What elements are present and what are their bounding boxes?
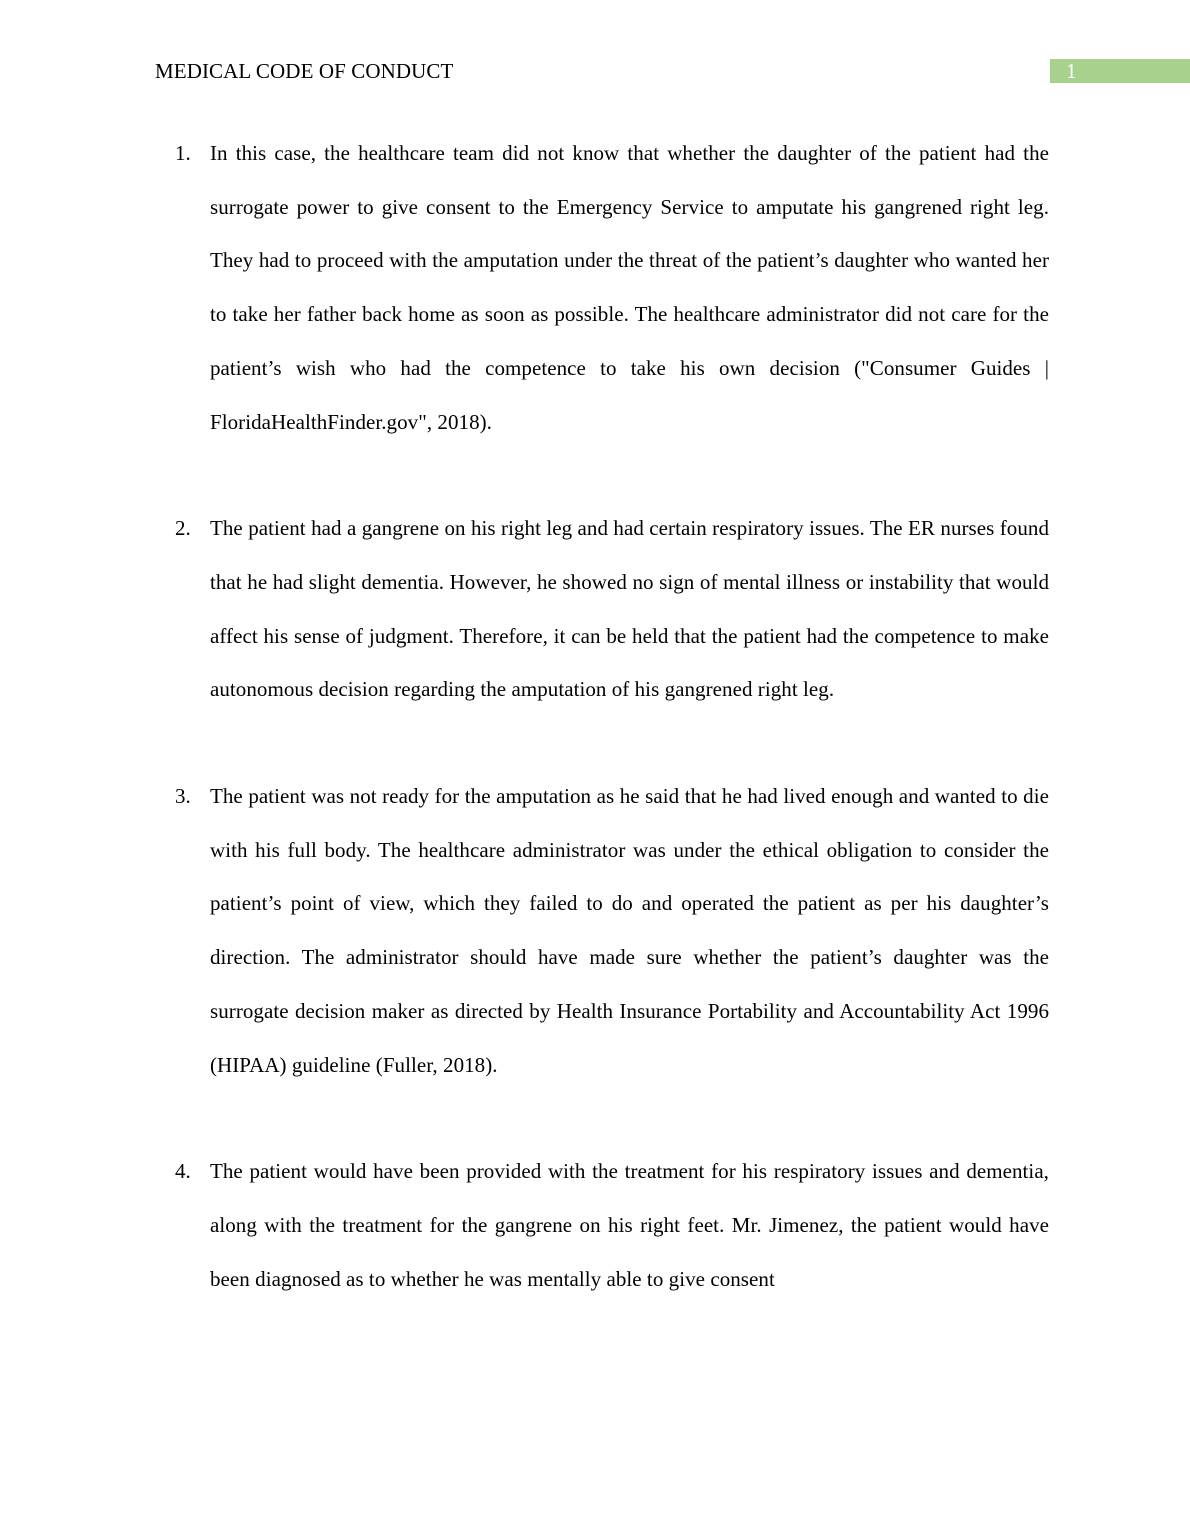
list-item	[175, 1145, 1049, 1306]
list-item-text: In this case, the healthcare team did not know that whether the daughter of the patient had the surrogate power to give consent to the Emergency Service to amputate his gangrened right leg. They had to proceed with the amputation under the threat of the patient’s daughter who wanted her to take her father back home as soon as possible. The healthcare administrator did not care for the patient’s wish who had the competence to take his own decision ("Consumer Guides | FloridaHealthFinder.gov", 2018).	[210, 141, 1049, 434]
list-item-number: 3.	[175, 784, 191, 809]
list-item	[175, 770, 1049, 1092]
page-number-badge	[1050, 59, 1190, 83]
list-item-number: 4.	[175, 1159, 191, 1184]
list-item-number: 1.	[175, 141, 191, 165]
list-item-number: 2.	[175, 516, 191, 541]
list-item-text: The patient had a gangrene on his right leg and had certain respiratory issues. The ER nurses found that he had slight dementia. However, he showed no sign of mental illness or instability that would affect his sense of judgment. Therefore, it can be held that the patient had the competence to make autonomous decision regarding the amputation of his gangrened right leg.	[210, 516, 1049, 702]
list-item-text: The patient was not ready for the amputation as he said that he had lived enough and wanted to die with his full body. The healthcare administrator was under the ethical obligation to consider the patient’s point of view, which they failed to do and operated the patient as per his daughter’s direction. The administrator should have made sure whether the patient’s daughter was the surrogate decision maker as directed by Health Insurance Portability and Accountability Act 1996 (HIPAA) guideline (Fuller, 2018).	[210, 784, 1049, 1077]
list-item	[175, 502, 1049, 717]
page-number: 1	[1066, 59, 1077, 83]
numbered-list	[175, 127, 1049, 1359]
running-head: MEDICAL CODE OF CONDUCT	[155, 59, 454, 83]
list-item-text: The patient would have been provided with the treatment for his respiratory issues and dementia, along with the treatment for the gangrene on his right feet. Mr. Jimenez, the patient would have been diagnosed as to whether he was mentally able to give consent	[210, 1159, 1049, 1291]
list-item	[175, 127, 1049, 449]
